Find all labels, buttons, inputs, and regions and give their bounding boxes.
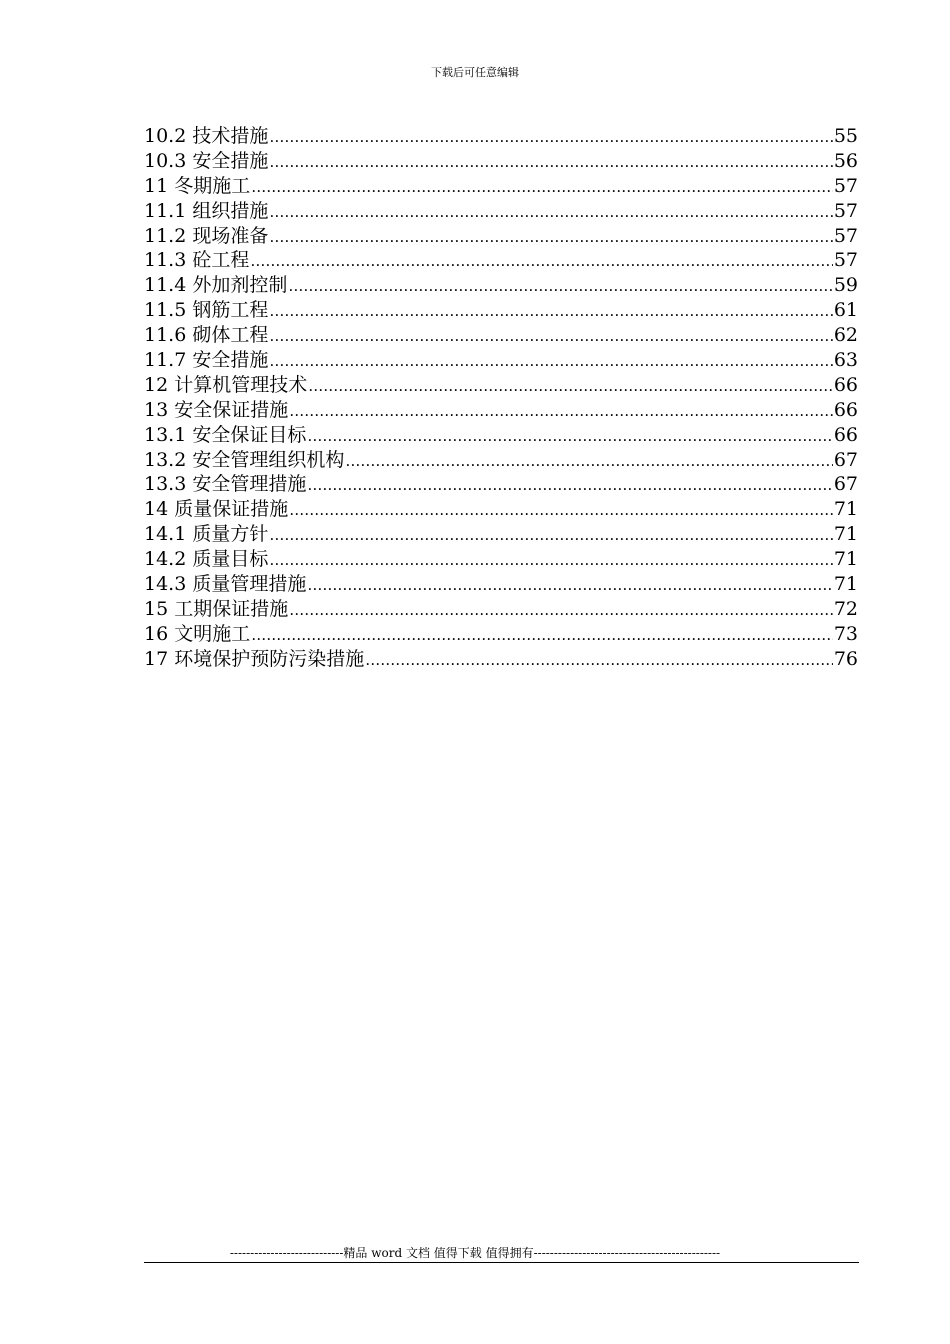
toc-entry[interactable] (144, 174, 858, 199)
toc-entry-title: 10.3 安全措施 (144, 149, 269, 172)
page-footer: ----------------------------精品 word 文档 值得下载 值得拥有---------------------------------------------- (229, 1246, 721, 1260)
toc-entry-page-number: 72 (833, 597, 858, 620)
toc-entry[interactable] (144, 248, 858, 273)
page-header: 下载后可任意编辑 (431, 66, 519, 79)
table-of-contents (144, 124, 858, 672)
toc-dot-leader (269, 225, 832, 249)
toc-entry-page-number: 59 (833, 274, 858, 297)
toc-entry[interactable] (144, 348, 858, 373)
toc-entry-page-number: 57 (833, 224, 858, 247)
toc-entry-page-number: 73 (833, 622, 858, 645)
toc-entry[interactable] (144, 448, 858, 473)
toc-entry[interactable] (144, 622, 858, 647)
toc-entry-title: 11 冬期施工 (144, 174, 251, 197)
toc-dot-leader (251, 175, 833, 199)
toc-dot-leader (269, 324, 832, 348)
toc-entry-title: 14.1 质量方针 (144, 523, 269, 546)
toc-entry-page-number: 71 (833, 573, 858, 596)
toc-entry-page-number: 66 (833, 398, 858, 421)
toc-entry-title: 12 计算机管理技术 (144, 373, 308, 396)
toc-entry-page-number: 62 (833, 324, 858, 347)
toc-entry-title: 15 工期保证措施 (144, 597, 289, 620)
toc-entry-title: 11.4 外加剂控制 (144, 274, 288, 297)
toc-dot-leader (288, 274, 832, 298)
toc-entry[interactable] (144, 273, 858, 298)
toc-dot-leader (307, 573, 832, 597)
toc-entry[interactable] (144, 522, 858, 547)
toc-entry-title: 13.3 安全管理措施 (144, 473, 307, 496)
toc-entry-page-number: 67 (833, 473, 858, 496)
toc-entry-title: 11.6 砌体工程 (144, 324, 269, 347)
toc-dot-leader (345, 449, 832, 473)
toc-entry-page-number: 57 (833, 174, 858, 197)
toc-entry-page-number: 71 (833, 498, 858, 521)
toc-entry-title: 14.2 质量目标 (144, 548, 269, 571)
toc-entry[interactable] (144, 323, 858, 348)
toc-entry-page-number: 63 (833, 349, 858, 372)
toc-entry-title: 11.1 组织措施 (144, 199, 269, 222)
toc-entry-page-number: 66 (833, 423, 858, 446)
toc-entry-page-number: 71 (833, 523, 858, 546)
toc-dot-leader (269, 523, 832, 547)
toc-entry-title: 11.3 砼工程 (144, 249, 250, 272)
toc-dot-leader (269, 299, 832, 323)
toc-dot-leader (269, 200, 832, 224)
toc-entry[interactable] (144, 547, 858, 572)
toc-dot-leader (307, 424, 832, 448)
toc-dot-leader (365, 648, 833, 672)
toc-entry[interactable] (144, 572, 858, 597)
toc-entry-title: 10.2 技术措施 (144, 125, 269, 147)
toc-entry[interactable] (144, 497, 858, 522)
toc-entry[interactable] (144, 398, 858, 423)
toc-entry[interactable] (144, 298, 858, 323)
toc-entry-title: 17 环境保护预防污染措施 (144, 647, 365, 670)
toc-entry[interactable] (144, 597, 858, 622)
toc-dot-leader (250, 249, 832, 273)
toc-entry-title: 13.2 安全管理组织机构 (144, 448, 345, 471)
toc-entry-page-number: 57 (833, 199, 858, 222)
toc-entry[interactable] (144, 124, 858, 149)
toc-dot-leader (269, 125, 832, 149)
toc-dot-leader (308, 374, 833, 398)
toc-entry-page-number: 67 (833, 448, 858, 471)
toc-dot-leader (269, 349, 832, 373)
toc-entry-title: 11.5 钢筋工程 (144, 299, 269, 322)
toc-entry-title: 11.7 安全措施 (144, 349, 269, 372)
toc-dot-leader (269, 150, 832, 174)
toc-entry-title: 11.2 现场准备 (144, 224, 269, 247)
toc-entry-page-number: 57 (833, 249, 858, 272)
toc-entry[interactable] (144, 472, 858, 497)
toc-entry-title: 16 文明施工 (144, 622, 251, 645)
toc-dot-leader (251, 623, 833, 647)
toc-entry-page-number: 55 (833, 125, 858, 147)
toc-entry[interactable] (144, 149, 858, 174)
footer-divider (144, 1262, 859, 1263)
toc-entry-page-number: 66 (833, 373, 858, 396)
toc-entry[interactable] (144, 423, 858, 448)
toc-dot-leader (307, 473, 832, 497)
toc-entry[interactable] (144, 199, 858, 224)
toc-dot-leader (269, 548, 832, 572)
toc-entry[interactable] (144, 647, 858, 672)
toc-entry[interactable] (144, 224, 858, 249)
toc-entry-title: 13.1 安全保证目标 (144, 423, 307, 446)
toc-entry-page-number: 71 (833, 548, 858, 571)
toc-entry-title: 14.3 质量管理措施 (144, 573, 307, 596)
toc-entry-page-number: 76 (833, 647, 858, 670)
toc-entry-page-number: 61 (833, 299, 858, 322)
toc-entry-title: 14 质量保证措施 (144, 498, 289, 521)
toc-dot-leader (289, 399, 833, 423)
toc-dot-leader (289, 598, 833, 622)
toc-entry-page-number: 56 (833, 149, 858, 172)
toc-dot-leader (289, 498, 833, 522)
toc-entry[interactable] (144, 373, 858, 398)
toc-entry-title: 13 安全保证措施 (144, 398, 289, 421)
